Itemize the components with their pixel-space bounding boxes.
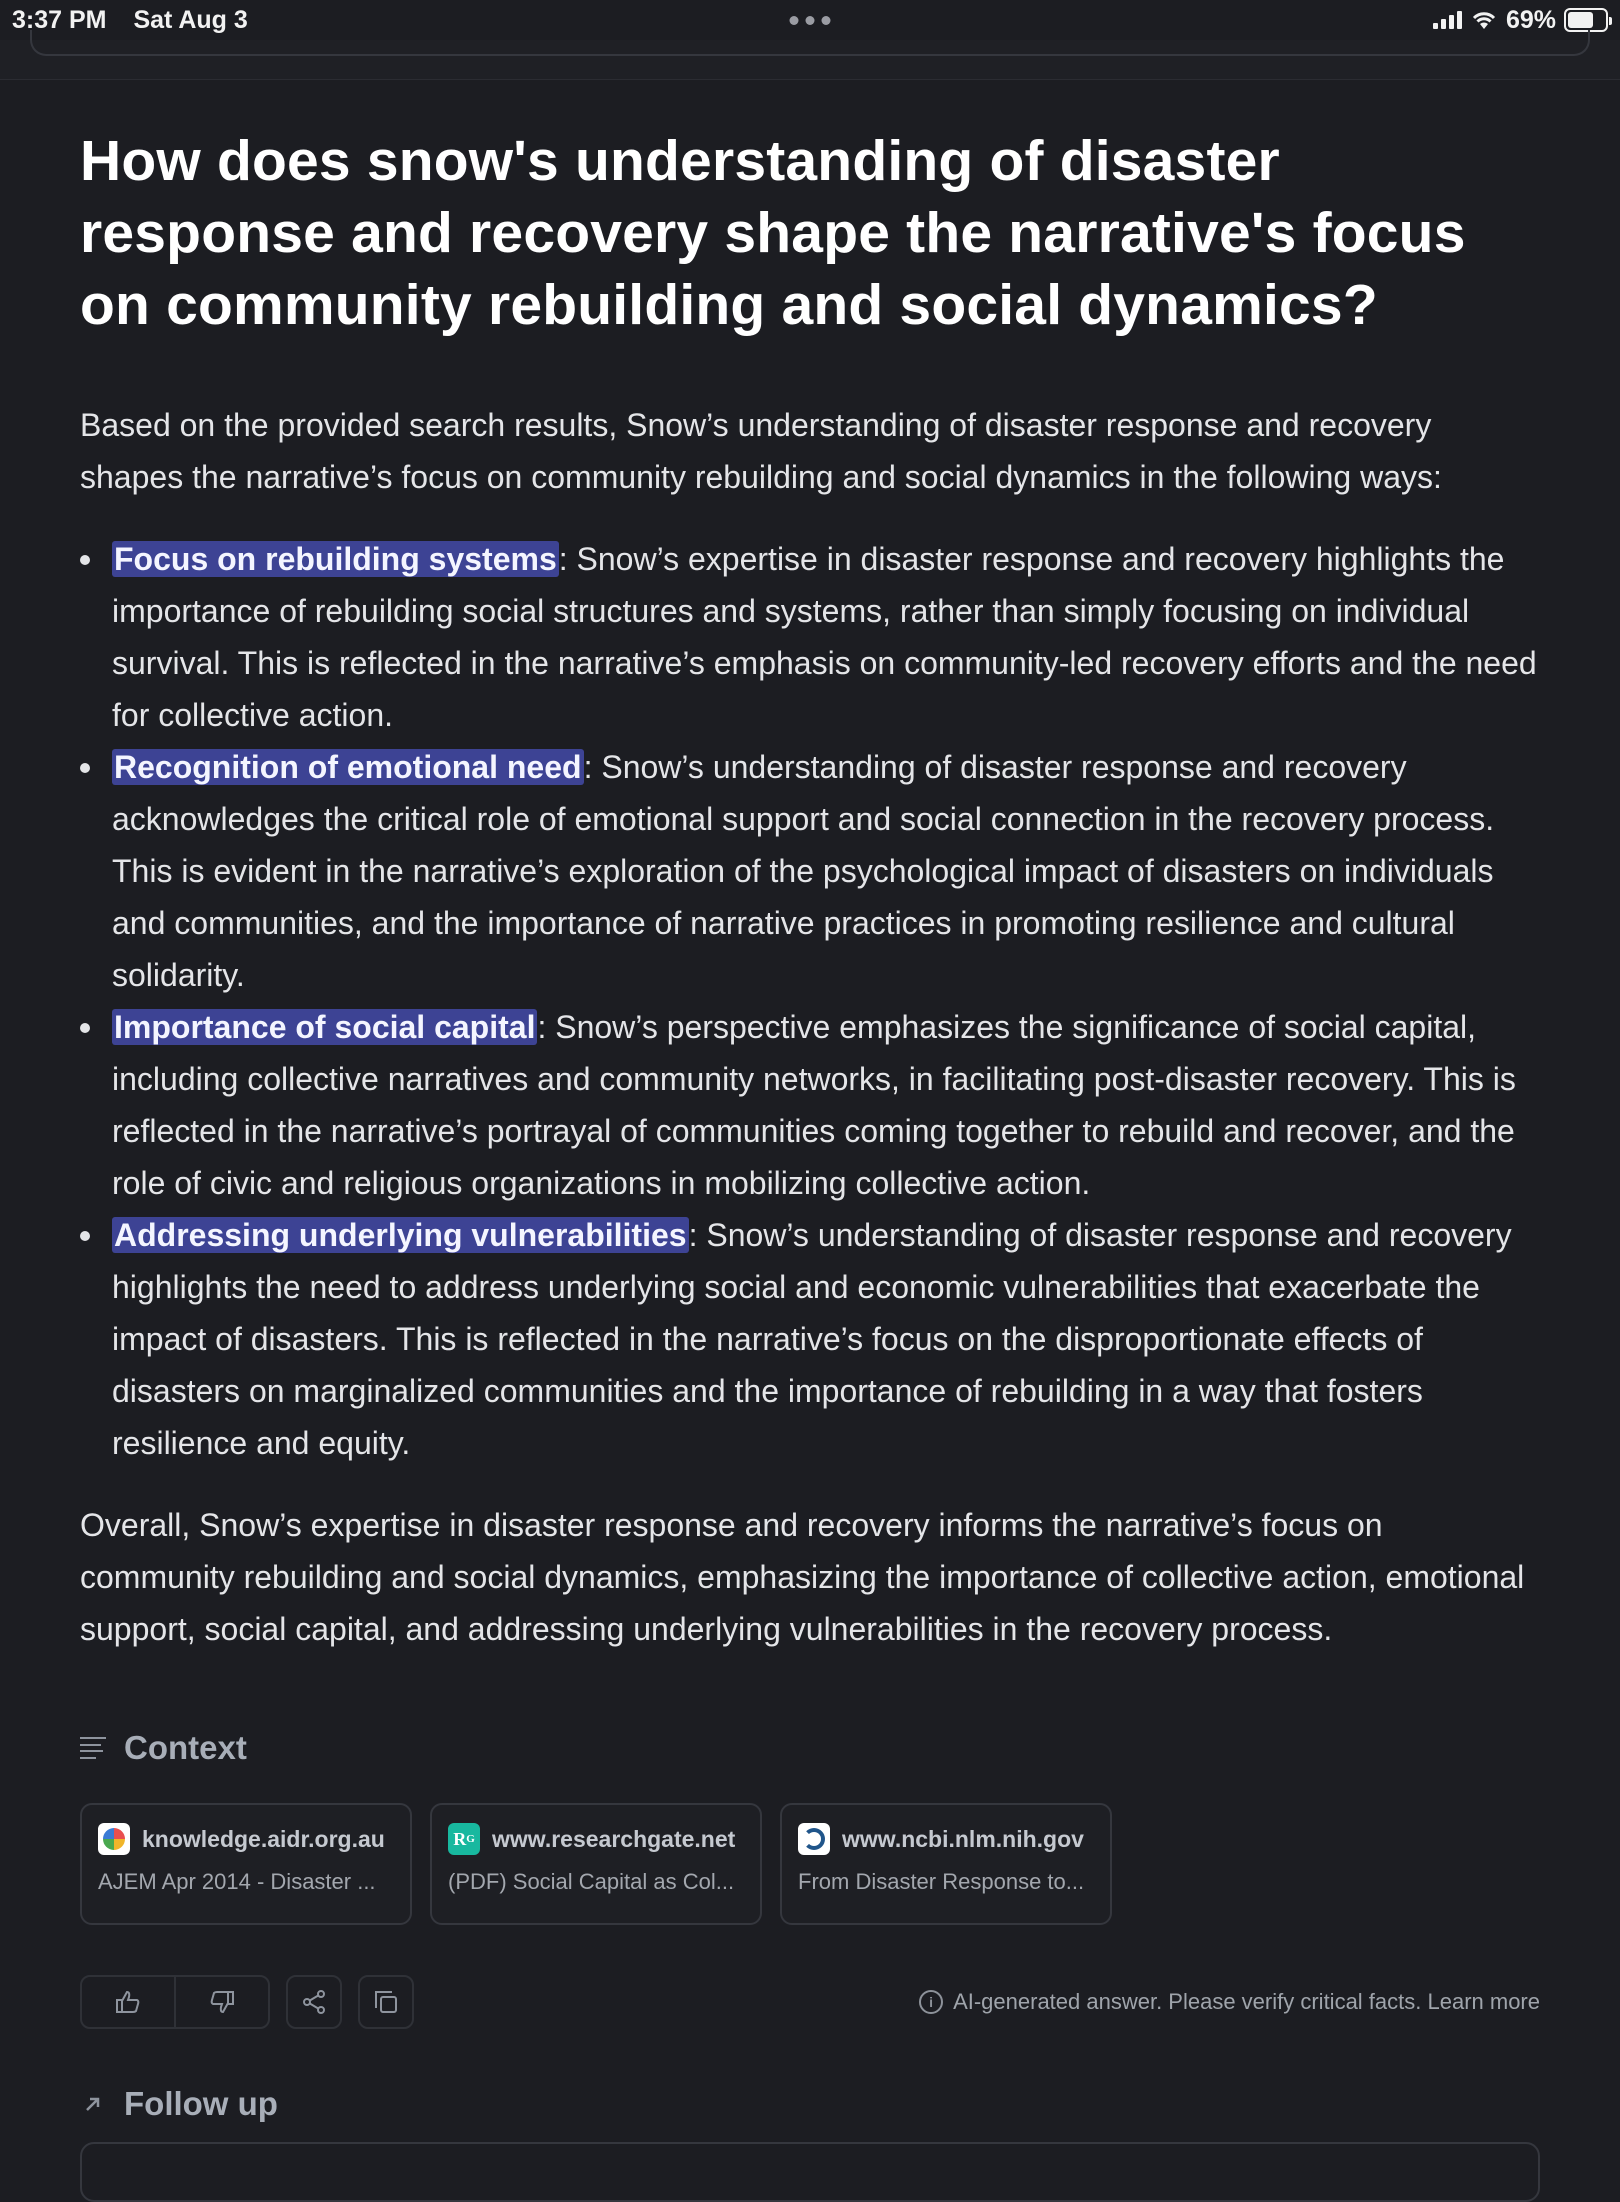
battery-icon	[1564, 8, 1608, 32]
source-title: From Disaster Response to...	[798, 1869, 1085, 1894]
thumbs-down-button[interactable]	[174, 1977, 268, 2027]
share-button[interactable]	[286, 1975, 342, 2029]
point-highlight[interactable]: Focus on rebuilding systems	[114, 541, 557, 577]
source-domain: www.researchgate.net	[492, 1825, 736, 1852]
ncbi-favicon-icon	[798, 1823, 830, 1855]
point-highlight[interactable]: Importance of social capital	[114, 1009, 536, 1045]
source-title: (PDF) Social Capital as Col...	[448, 1869, 735, 1894]
battery-percent: 69%	[1505, 5, 1556, 34]
thumbs-up-icon	[115, 1989, 141, 2015]
point-highlight[interactable]: Addressing underlying vulnerabilities	[114, 1217, 687, 1253]
thumbs-down-icon	[209, 1989, 235, 2015]
disclaimer-text: AI-generated answer. Please verify critical facts. Learn more	[953, 1989, 1540, 2014]
answer-content	[80, 80, 1540, 2123]
source-domain: www.ncbi.nlm.nih.gov	[842, 1825, 1084, 1852]
point-text: : Snow’s expertise in disaster response and recovery highlights the importance of rebuilding social structures and systems, rather than simply focusing on individual survival. This is reflected in the narrative’s emphasis on community-led recovery efforts and the need for collective action.	[112, 541, 1537, 733]
top-search-strip	[0, 40, 1620, 80]
copy-icon	[373, 1989, 399, 2015]
search-bar-edge[interactable]	[30, 30, 1590, 56]
point-text: : Snow’s perspective emphasizes the significance of social capital, including collective narratives and community networks, in facilitating post-disaster recovery. This is reflected in the narrative’s portrayal of communities coming together to rebuild and recover, and the role of civic and religious organizations in mobilizing collective action.	[112, 1009, 1516, 1201]
aidr-favicon-icon	[98, 1823, 130, 1855]
source-title: AJEM Apr 2014 - Disaster ...	[98, 1869, 376, 1894]
lines-icon	[80, 1737, 106, 1759]
answer-overall: Overall, Snow’s expertise in disaster response and recovery informs the narrative’s focus on community rebuilding and social dynamics, emphasizing the importance of collective action, emotional support, social capital, and addressing underlying vulnerabilities in the recovery process.	[80, 1507, 1525, 1647]
source-card-header	[98, 1823, 394, 1855]
researchgate-favicon-icon: R G	[448, 1823, 480, 1855]
share-icon	[301, 1989, 327, 2015]
source-cards	[80, 1803, 1540, 1925]
list-item	[80, 1001, 1540, 1209]
point-text: : Snow’s understanding of disaster response and recovery acknowledges the critical role of emotional support and social connection in the recovery process. This is evident in the narrative’s exploration of the psychological impact of disasters on individuals and communities, and the importance of narrative practices in promoting resilience and cultural solidarity.	[112, 749, 1495, 993]
point-text: : Snow’s understanding of disaster response and recovery highlights the need to address underlying social and economic vulnerabilities that exacerbate the impact of disasters. This is reflected in the narrative’s focus on the disproportionate effects of disasters on marginalized communities and the importance of rebuilding in a way that fosters resilience and equity.	[112, 1217, 1512, 1461]
copy-button[interactable]	[358, 1975, 414, 2029]
source-domain: knowledge.aidr.org.au	[142, 1825, 385, 1852]
point-highlight[interactable]: Recognition of emotional need	[114, 749, 582, 785]
info-icon: i	[919, 1990, 943, 2014]
context-header	[80, 1729, 1540, 1767]
arrow-up-right-icon	[80, 2091, 106, 2117]
context-label: Context	[124, 1729, 247, 1766]
status-date: Sat Aug 3	[133, 5, 248, 34]
source-card-header	[798, 1823, 1094, 1855]
status-time: 3:37 PM	[12, 5, 107, 34]
answer-points-list	[80, 533, 1540, 1469]
cellular-signal-icon	[1433, 11, 1462, 29]
ai-disclaimer[interactable]	[919, 1989, 1540, 2015]
list-item	[80, 741, 1540, 1001]
source-card[interactable]	[430, 1803, 762, 1925]
feedback-group	[80, 1975, 270, 2029]
list-item	[80, 1209, 1540, 1469]
source-card-header	[448, 1823, 744, 1855]
question-title: How does snow's understanding of disaster response and recovery shape the narrative's focus on community rebuilding and social dynamics?	[80, 129, 1466, 337]
source-card[interactable]	[780, 1803, 1112, 1925]
answer-actions	[80, 1975, 1540, 2029]
thumbs-up-button[interactable]	[82, 1977, 174, 2027]
answer-intro: Based on the provided search results, Snow’s understanding of disaster response and recovery shapes the narrative’s focus on community rebuilding and social dynamics in the following ways:	[80, 407, 1442, 495]
follow-up-label: Follow up	[124, 2085, 278, 2122]
follow-up-header	[80, 2085, 1540, 2123]
list-item	[80, 533, 1540, 741]
wifi-icon	[1470, 9, 1498, 31]
source-card[interactable]	[80, 1803, 412, 1925]
multitasking-dots-icon[interactable]	[790, 16, 831, 25]
follow-up-input[interactable]	[80, 2142, 1540, 2202]
